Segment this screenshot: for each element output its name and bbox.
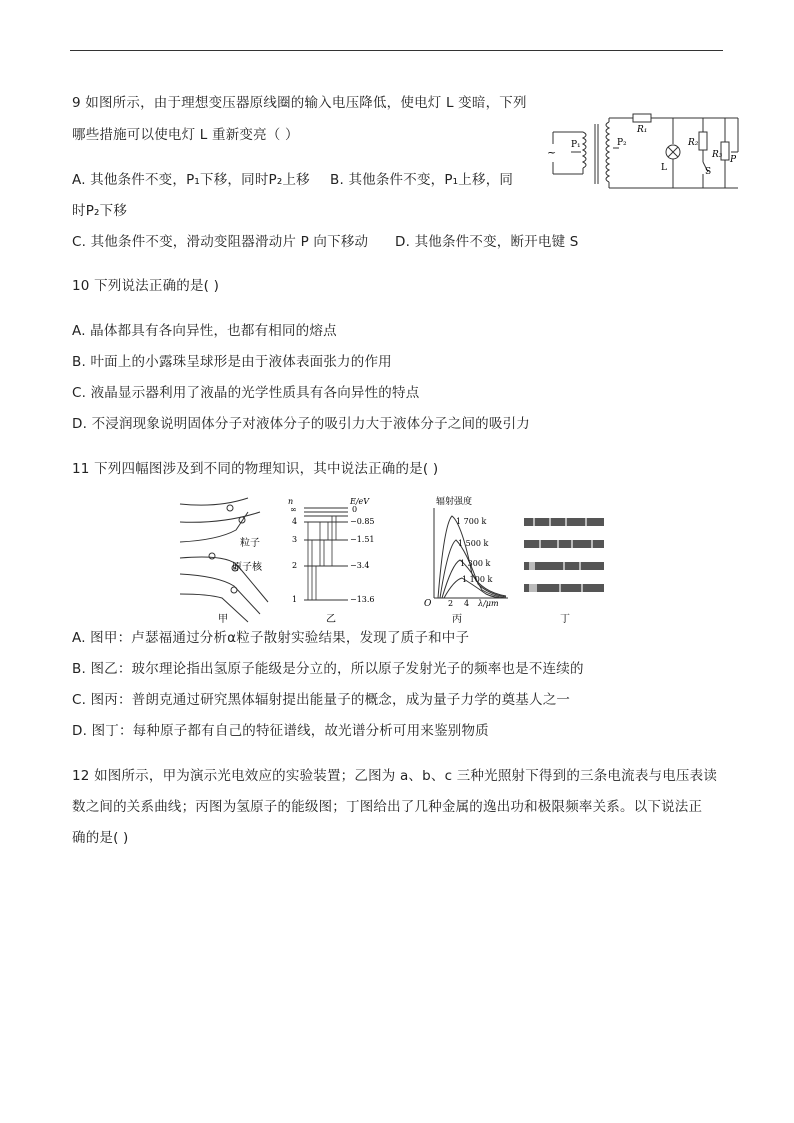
level-n-4: 4 — [292, 517, 298, 526]
fig-label-ding: 丁 — [560, 614, 570, 624]
level-e-1: −13.6 — [350, 595, 375, 604]
q9-option-a: A. 其他条件不变，P₁下移，同时P₂上移 — [72, 172, 310, 188]
q11-stem: 11 下列四幅图涉及到不同的物理知识，其中说法正确的是( ) — [72, 461, 439, 477]
q12-stem-line3: 确的是( ) — [72, 830, 129, 846]
ac-source-symbol: ~ — [547, 146, 557, 159]
fig-label-bing: 丙 — [452, 614, 462, 624]
header-rule — [70, 50, 723, 51]
label-p1: P₁ — [571, 140, 581, 150]
tick-2: 2 — [448, 599, 454, 608]
temp-1700: 1 700 k — [456, 517, 487, 526]
q10-option-a: A. 晶体都具有各向异性，也都有相同的熔点 — [72, 323, 337, 339]
label-wavelength-axis: λ/μm — [478, 599, 499, 608]
label-particle: 粒子 — [240, 538, 260, 549]
q11-option-c: C. 图丙：普朗克通过研究黑体辐射提出能量子的概念，成为量子力学的奠基人之一 — [72, 692, 571, 708]
temp-1300: 1 300 k — [460, 559, 491, 568]
label-radiation-intensity: 辐射强度 — [436, 497, 473, 507]
label-slider: P — [730, 155, 737, 165]
label-switch: S — [705, 167, 712, 177]
level-n-3: 3 — [292, 535, 298, 544]
label-r2: R₂ — [688, 138, 699, 148]
q9-stem-line2: 哪些措施可以使电灯 L 重新变亮（ ） — [72, 127, 299, 143]
q10-option-d: D. 不浸润现象说明固体分子对液体分子的吸引力大于液体分子之间的吸引力 — [72, 416, 530, 432]
q9-option-c: C. 其他条件不变，滑动变阻器滑动片 P 向下移动 — [72, 234, 369, 250]
label-r3: R₃ — [712, 150, 723, 160]
q9-circuit-diagram — [543, 112, 743, 194]
q9-option-b-cont: 时P₂下移 — [72, 203, 128, 219]
label-origin: O — [424, 599, 432, 609]
q10-option-c: C. 液晶显示器利用了液晶的光学性质具有各向异性的特点 — [72, 385, 420, 401]
fig-label-yi: 乙 — [326, 614, 336, 624]
temp-1100: 1 100 k — [462, 575, 493, 584]
q11-option-a: A. 图甲：卢瑟福通过分析α粒子散射实验结果，发现了质子和中子 — [72, 630, 470, 646]
q12-stem-line2: 数之间的关系曲线；丙图为氢原子的能级图；丁图给出了几种金属的逸出功和极限频率关系。以下说法正 — [72, 799, 703, 815]
q9-option-b: B. 其他条件不变，P₁上移，同 — [330, 172, 514, 188]
level-e-2: −3.4 — [350, 561, 370, 570]
fig-yi-energy-levels — [286, 494, 396, 624]
level-e-inf: 0 — [352, 505, 358, 514]
fig-jia-alpha-scattering — [178, 494, 278, 624]
tick-4: 4 — [464, 599, 470, 608]
label-energy-unit: E/eV — [350, 497, 370, 506]
label-n: n — [288, 497, 294, 506]
q9-stem-line1: 9 如图所示，由于理想变压器原线圈的输入电压降低，使电灯 L 变暗，下列 — [72, 95, 527, 111]
level-e-4: −0.85 — [350, 517, 375, 526]
q11-option-d: D. 图丁：每种原子都有自己的特征谱线，故光谱分析可用来鉴别物质 — [72, 723, 489, 739]
fig-label-jia: 甲 — [218, 614, 228, 624]
q10-stem: 10 下列说法正确的是( ) — [72, 278, 220, 294]
fig-ding-line-spectra — [520, 494, 610, 624]
level-n-2: 2 — [292, 561, 298, 570]
q10-option-b: B. 叶面上的小露珠呈球形是由于液体表面张力的作用 — [72, 354, 392, 370]
q9-option-d: D. 其他条件不变，断开电键 S — [395, 234, 579, 250]
level-n-inf: ∞ — [290, 505, 297, 514]
label-p2: P₂ — [617, 138, 627, 148]
q11-option-b: B. 图乙：玻尔理论指出氢原子能级是分立的，所以原子发射光子的频率也是不连续的 — [72, 661, 584, 677]
level-e-3: −1.51 — [350, 535, 375, 544]
q12-stem-line1: 12 如图所示，甲为演示光电效应的实验装置；乙图为 a、b、c 三种光照射下得到的三条电流表与电压表读 — [72, 768, 718, 784]
label-r1: R₁ — [637, 125, 648, 135]
temp-1500: 1 500 k — [458, 539, 489, 548]
level-n-1: 1 — [292, 595, 298, 604]
label-nucleus: 原子核 — [232, 562, 262, 573]
fig-bing-blackbody — [422, 494, 512, 624]
label-lamp: L — [661, 163, 667, 173]
